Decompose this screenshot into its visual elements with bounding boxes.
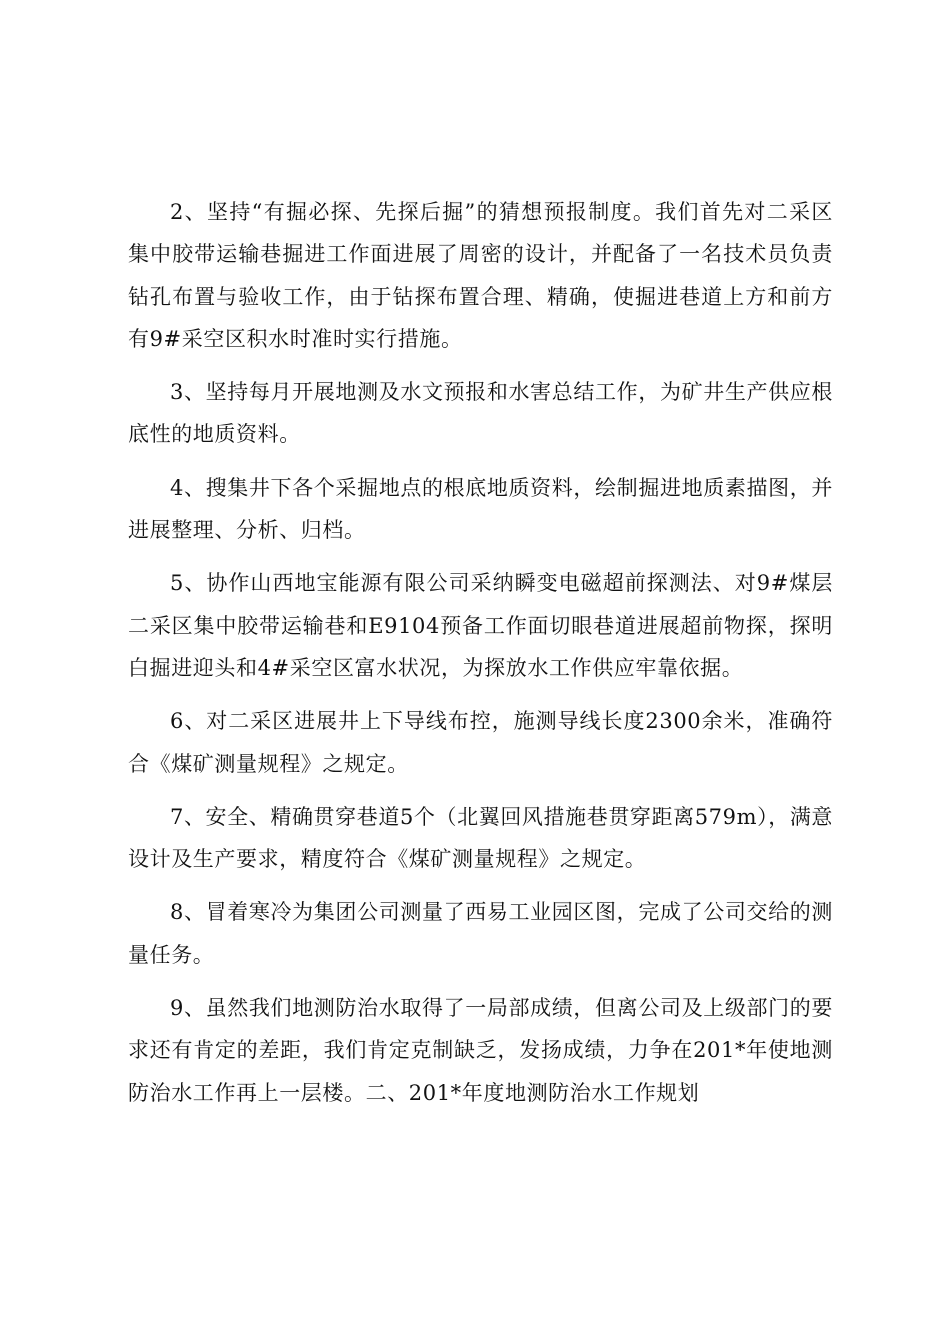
paragraph-item-3: 3、坚持每月开展地测及水文预报和水害总结工作，为矿井生产供应根底性的地质资料。 <box>128 380 833 447</box>
document-body <box>128 191 833 1125</box>
paragraph-item-5: 5、协作山西地宝能源有限公司采纳瞬变电磁超前探测法、对9#煤层二采区集中胶带运输巷和E9104预备工作面切眼巷道进展超前物探，探明白掘进迎头和4#采空区富水状况，为探放水工作供应牢靠依据。 <box>128 571 833 680</box>
paragraph-item-8: 8、冒着寒冷为集团公司测量了西易工业园区图，完成了公司交给的测量任务。 <box>128 900 833 967</box>
paragraph-item-9: 9、虽然我们地测防治水取得了一局部成绩，但离公司及上级部门的要求还有肯定的差距，我们肯定克制缺乏，发扬成绩，力争在201*年使地测防治水工作再上一层楼。二、201*年度地测防治水工作规划 <box>128 996 833 1105</box>
paragraph-item-7: 7、安全、精确贯穿巷道5个（北翼回风措施巷贯穿距离579m），满意设计及生产要求，精度符合《煤矿测量规程》之规定。 <box>128 804 834 872</box>
paragraph-item-6: 6、对二采区进展井上下导线布控，施测导线长度2300余米，准确符合《煤矿测量规程》之规定。 <box>128 709 833 776</box>
paragraph-item-2: 2、坚持“有掘必探、先探后掘”的猜想预报制度。我们首先对二采区集中胶带运输巷掘进工作面进展了周密的设计，并配备了一名技术员负责钻孔布置与验收工作，由于钻探布置合理、精确，使掘进巷道上方和前方有9#采空区积水时准时实行措施。 <box>128 200 833 351</box>
paragraph-item-4: 4、搜集井下各个采掘地点的根底地质资料，绘制掘进地质素描图，并进展整理、分析、归档。 <box>128 475 833 543</box>
